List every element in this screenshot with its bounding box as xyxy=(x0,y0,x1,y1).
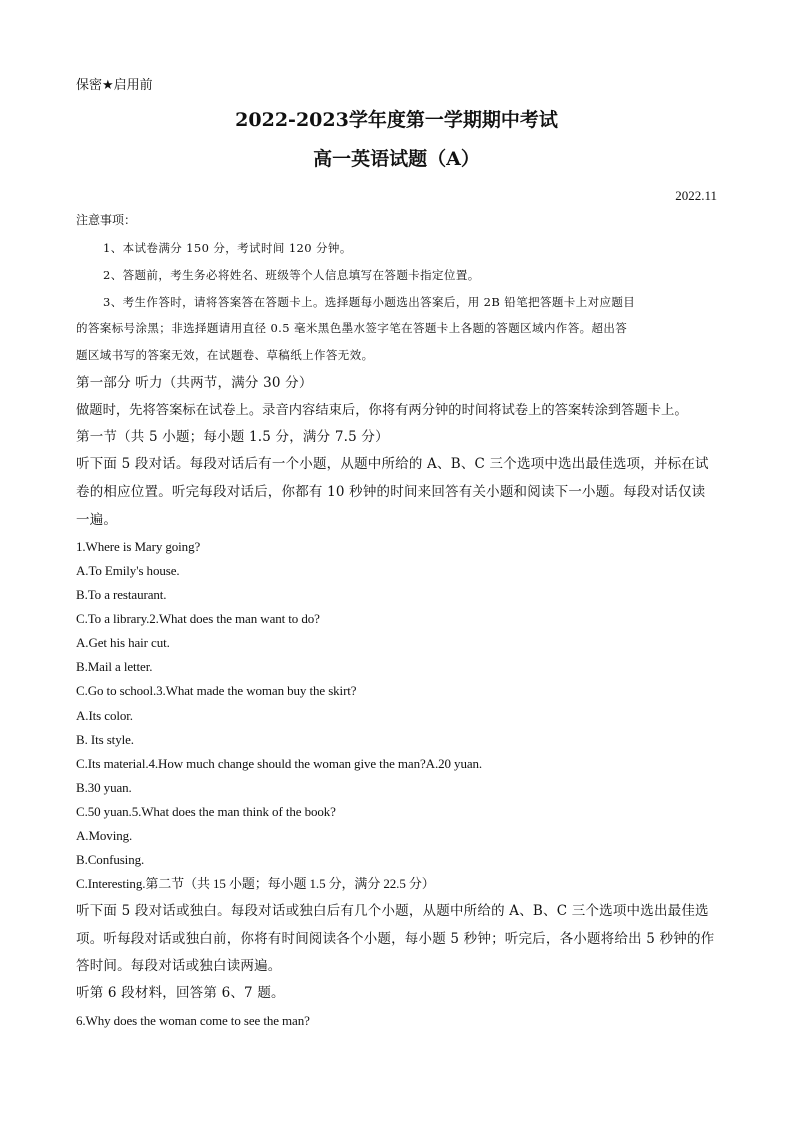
notice-item-1: 1、本试卷满分 150 分，考试时间 120 分钟。 xyxy=(103,241,352,255)
notice-item-3-line-2: 的答案标号涂黑；非选择题请用直径 0.5 毫米黑色墨水签字笔在答题卡上各题的答题区域内作答。超出答 xyxy=(76,321,628,335)
notice-item-3-line-1: 3、考生作答时，请将答案答在答题卡上。选择题每小题选出答案后，用 2B 铅笔把答题卡上对应题目 xyxy=(103,295,636,309)
section1-instruction-line-1: 听下面 5 段对话。每段对话后有一个小题，从题中所给的 A、B、C 三个选项中选出最佳选项，并标在试 xyxy=(76,456,709,472)
question-4-option-b: B.30 yuan. xyxy=(76,780,132,795)
section1-instruction-line-2: 卷的相应位置。听完每段对话后，你都有 10 秒钟的时间来回答有关小题和阅读下一小题。每段对话仅读 xyxy=(76,484,706,500)
question-3-option-c-and-question-4: C.Its material.4.How much change should the woman give the man?A.20 yuan. xyxy=(76,756,483,771)
section2-instruction-line-3: 答时间。每段对话或独白读两遍。 xyxy=(76,958,282,974)
confidential-label: 保密★启用前 xyxy=(76,78,153,93)
question-1-option-b: B.To a restaurant. xyxy=(76,587,167,602)
question-5-option-c-and-section-2-heading: C.Interesting.第二节（共 15 小题；每小题 1.5 分，满分 22.5 分） xyxy=(76,876,435,891)
exam-subtitle: 高一英语试题（A） xyxy=(313,148,480,170)
exam-title: 2022-2023学年度第一学期期中考试 xyxy=(235,109,558,131)
section2-instruction-line-2: 项。听每段对话或独白前，你将有时间阅读各个小题，每小题 5 秒钟；听完后，各小题将给出 5 秒钟的作 xyxy=(76,931,715,947)
question-2-option-b: B.Mail a letter. xyxy=(76,659,153,674)
part1-heading: 第一部分 听力（共两节，满分 30 分） xyxy=(76,375,313,391)
question-3-option-a: A.Its color. xyxy=(76,708,133,723)
notice-item-2: 2、答题前，考生务必将姓名、班级等个人信息填写在答题卡指定位置。 xyxy=(103,268,480,282)
question-4-option-c-and-question-5: C.50 yuan.5.What does the man think of the book? xyxy=(76,804,336,819)
question-6: 6.Why does the woman come to see the man? xyxy=(76,1013,310,1028)
section2-instruction-line-1: 听下面 5 段对话或独白。每段对话或独白后有几个小题，从题中所给的 A、B、C 三个选项中选出最佳选 xyxy=(76,903,709,919)
question-2-option-c-and-question-3: C.Go to school.3.What made the woman buy the skirt? xyxy=(76,683,357,698)
section1-heading: 第一节（共 5 小题；每小题 1.5 分，满分 7.5 分） xyxy=(76,429,389,445)
section1-instruction-line-3: 一遍。 xyxy=(76,512,118,528)
question-5-option-b: B.Confusing. xyxy=(76,852,145,867)
question-1-option-c-and-question-2: C.To a library.2.What does the man want to do? xyxy=(76,611,320,626)
question-1: 1.Where is Mary going? xyxy=(76,539,201,554)
part1-instruction: 做题时，先将答案标在试卷上。录音内容结束后，你将有两分钟的时间将试卷上的答案转涂到答题卡上。 xyxy=(76,403,688,418)
notice-heading: 注意事项： xyxy=(76,213,137,227)
material-6-heading: 听第 6 段材料，回答第 6、7 题。 xyxy=(76,985,285,1001)
question-3-option-b: B. Its style. xyxy=(76,732,134,747)
exam-date: 2022.11 xyxy=(675,188,717,203)
question-1-option-a: A.To Emily's house. xyxy=(76,563,180,578)
question-2-option-a: A.Get his hair cut. xyxy=(76,635,170,650)
notice-item-3-line-3: 题区域书写的答案无效，在试题卷、草稿纸上作答无效。 xyxy=(76,348,374,362)
question-5-option-a: A.Moving. xyxy=(76,828,133,843)
